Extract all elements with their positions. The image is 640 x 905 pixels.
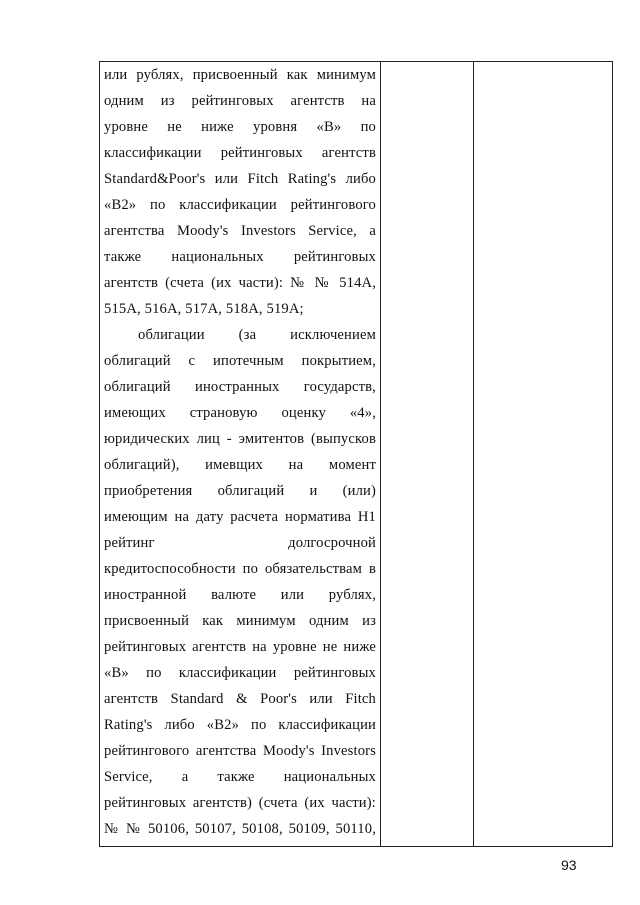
text-line: одним из рейтинговых агентств на <box>104 93 376 109</box>
text-line: облигации (за исключением <box>138 327 376 343</box>
text-line: № № 50106, 50107, 50108, 50109, 50110, <box>104 821 376 837</box>
text-line: также национальных рейтинговых <box>104 249 376 265</box>
text-line: Service, а также национальных <box>104 769 376 785</box>
text-line: «В2» по классификации рейтингового <box>104 197 376 213</box>
text-line: классификации рейтинговых агентств <box>104 145 376 161</box>
text-line: рейтинговых агентств) (счета (их части): <box>104 795 376 811</box>
text-line: 515А, 516А, 517А, 518А, 519А; <box>104 301 304 317</box>
text-line: рейтинговых агентств на уровне не ниже <box>104 639 376 655</box>
table-cell-description <box>104 62 376 842</box>
text-line: иностранной валюте или рублях, <box>104 587 376 603</box>
text-line: облигаций с ипотечным покрытием, <box>104 353 376 369</box>
text-line: приобретения облигаций и (или) <box>104 483 376 499</box>
text-line: облигаций иностранных государств, <box>104 379 376 395</box>
document-table <box>99 61 613 847</box>
text-line: присвоенный как минимум одним из <box>104 613 376 629</box>
text-line: уровне не ниже уровня «В» по <box>104 119 376 135</box>
text-line: рейтинг долгосрочной <box>104 535 376 551</box>
text-line: агентств (счета (их части): № № 514А, <box>104 275 376 291</box>
text-line: имеющим на дату расчета норматива Н1 <box>104 509 376 525</box>
text-line: имеющих страновую оценку «4», <box>104 405 376 421</box>
text-line: рейтингового агентства Moody's Investors <box>104 743 376 759</box>
text-line: агентств Standard & Poor's или Fitch <box>104 691 376 707</box>
column-divider-2 <box>473 62 474 846</box>
text-line: облигаций), имевщих на момент <box>104 457 376 473</box>
page-number: 93 <box>561 857 577 873</box>
text-line: агентства Moody's Investors Service, а <box>104 223 376 239</box>
text-line: Rating's либо «В2» по классификации <box>104 717 376 733</box>
text-line: «В» по классификации рейтинговых <box>104 665 376 681</box>
text-line: юридических лиц - эмитентов (выпусков <box>104 431 376 447</box>
text-line: Standard&Poor's или Fitch Rating's либо <box>104 171 376 187</box>
text-line: кредитоспособности по обязательствам в <box>104 561 376 577</box>
text-line: или рублях, присвоенный как минимум <box>104 67 376 83</box>
column-divider-1 <box>380 62 381 846</box>
